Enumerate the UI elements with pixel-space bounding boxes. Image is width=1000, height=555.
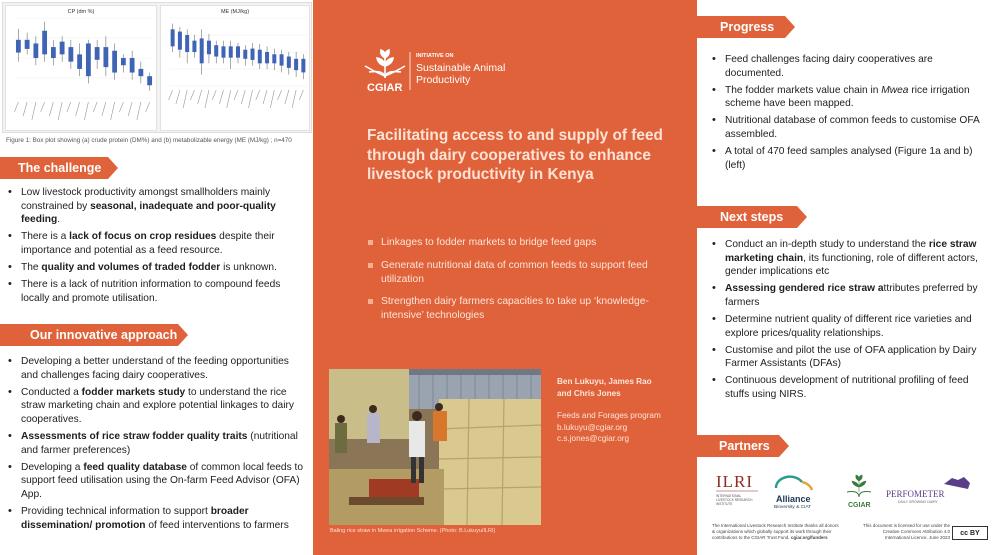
cp-box (147, 76, 152, 85)
cp-category-label (76, 102, 80, 116)
author-email-2[interactable]: c.s.jones@cgiar.org (557, 434, 630, 443)
cp-box (86, 43, 91, 76)
me-box (185, 35, 189, 52)
next-steps-header: Next steps (697, 206, 797, 228)
svg-text:Bioversity & CIAT: Bioversity & CIAT (774, 505, 812, 510)
me-box (251, 49, 255, 60)
cc-by-badge: cc BY (952, 526, 988, 540)
me-category-label (285, 90, 289, 104)
cp-box (16, 40, 21, 53)
cp-box (112, 51, 117, 73)
cp-box (103, 47, 108, 67)
figure-caption: Figure 1: Box plot showing (a) crude protein (DM%) and (b) metabolizable energy (ME (MJ/kg) ; n=470 (6, 137, 292, 144)
progress-item: • The fodder markets value chain in Mwea rice irrigation scheme have been mapped. (709, 84, 994, 111)
me-box (272, 54, 276, 63)
cp-category-label (23, 102, 27, 116)
me-box (236, 46, 240, 57)
approach-item: • Providing technical information to support broader dissemination/ promotion of feed interventions to farmers (5, 505, 305, 532)
left-column (0, 0, 313, 555)
cgiar-partner-wordmark: CGIAR (848, 502, 871, 509)
me-category-label (212, 90, 216, 100)
me-box (171, 29, 175, 46)
me-category-label (190, 90, 194, 100)
cp-box (95, 47, 100, 60)
ilri-logo (716, 472, 758, 506)
me-box (280, 54, 284, 65)
svg-text:INTERNATIONAL: INTERNATIONAL (716, 494, 742, 498)
challenge-item: • The quality and volumes of traded fodder is unknown. (5, 261, 305, 275)
challenge-item: • There is a lack of focus on crop residues despite their importance and potential as a feed resource. (5, 230, 305, 257)
cp-category-label (49, 102, 53, 116)
figure-box-plots (2, 2, 312, 133)
me-box (301, 59, 305, 73)
me-box (214, 45, 218, 56)
author-names-line1: Ben Lukuyu, James Rao (557, 377, 652, 386)
cp-box (42, 31, 47, 55)
me-box (221, 46, 225, 57)
objective-item: Linkages to fodder markets to bridge feed gaps (367, 236, 667, 250)
cp-category-label (93, 102, 97, 112)
author-program: Feeds and Forages program (557, 411, 661, 420)
initiative-name-line1: Sustainable Animal (416, 62, 506, 74)
progress-item: • Feed challenges facing dairy cooperatives are documented. (709, 53, 994, 80)
svg-text:INSTITUTE: INSTITUTE (716, 502, 733, 506)
challenge-header: The challenge (0, 157, 108, 179)
me-category-label (249, 90, 253, 108)
me-category-label (219, 90, 223, 104)
funders-link[interactable]: cgiar.org/funders (790, 535, 828, 540)
me-box (207, 41, 211, 55)
cp-category-label (102, 102, 106, 116)
me-box (294, 59, 298, 70)
rice-straw-baling-image (329, 369, 541, 525)
approach-item: • Developing a feed quality database of common local feeds to support feed utilisation using the On-farm Feed Advisor (OFA) App. (5, 461, 305, 502)
initiative-name-line2: Productivity (416, 74, 471, 86)
approach-header: Our innovative approach (0, 324, 178, 346)
me-category-label (256, 90, 260, 100)
cp-box (138, 69, 143, 76)
perfometer-logo (886, 477, 970, 504)
progress-item: • Nutritional database of common feeds to customise OFA assembled. (709, 114, 994, 141)
license-note: This document is licensed for use under the Creative Commons Attribution 4.0 International Licence. June 2023 (862, 523, 950, 540)
perfometer-wordmark: PERFOMETER (886, 489, 945, 499)
me-category-label (292, 90, 296, 108)
objective-item: Generate nutritional data of common feeds to support feed utilization (367, 259, 667, 287)
me-category-label (169, 90, 173, 100)
me-category-label (263, 90, 267, 104)
chart-cp-title: CP (dm %) (67, 9, 95, 15)
me-category-label (241, 90, 245, 104)
cgiar-partner-logo (847, 475, 871, 509)
me-category-label (227, 90, 231, 108)
alliance-logo (774, 477, 812, 510)
next-step-item: • Continuous development of nutritional profiling of feed stuffs using NIRS. (709, 374, 994, 401)
me-box (287, 57, 291, 68)
next-steps-list (709, 238, 994, 405)
cp-category-label (137, 102, 141, 120)
me-category-label (299, 90, 303, 100)
author-names-line2: and Chris Jones (557, 388, 621, 398)
wheat-emblem-icon (365, 50, 405, 78)
approach-item: • Conducted a fodder markets study to understand the rice straw marketing chain and explore potential linkages to dairy cooperatives. (5, 386, 305, 427)
alliance-wordmark: Alliance (776, 494, 811, 504)
chart-cp-plot (6, 6, 158, 132)
chart-me-plot (161, 6, 311, 132)
cp-category-label (146, 102, 150, 112)
next-step-item: • Assessing gendered rice straw attributes preferred by farmers (709, 282, 994, 309)
cgiar-wordmark: CGIAR (367, 82, 403, 94)
cp-category-label (41, 102, 45, 112)
svg-text:LIVESTOCK RESEARCH: LIVESTOCK RESEARCH (716, 498, 753, 502)
cp-category-label (58, 102, 62, 120)
field-photo (329, 369, 541, 525)
me-category-label (278, 90, 282, 100)
cp-box (60, 42, 65, 55)
challenge-list (5, 186, 305, 309)
cp-category-label (111, 102, 115, 120)
me-category-label (183, 90, 187, 108)
me-category-label (205, 90, 209, 108)
progress-header: Progress (697, 16, 785, 38)
me-category-label (270, 90, 274, 108)
chart-me-title: ME (MJ/kg) (220, 9, 250, 15)
approach-item: • Developing a better understand of the feeding opportunities and challenges facing dairy cooperatives. (5, 355, 305, 382)
initiative-on-label: INITIATIVE ON (416, 53, 454, 59)
me-box (265, 52, 269, 63)
cp-category-label (67, 102, 71, 112)
cp-category-label (32, 102, 36, 120)
cp-box (33, 43, 38, 58)
next-step-item: • Customise and pilot the use of OFA application by Dairy Farmer Assistants (DFAs) (709, 344, 994, 371)
cp-box (68, 47, 73, 62)
me-box (178, 32, 182, 50)
cp-box (121, 58, 126, 65)
progress-item: • A total of 470 feed samples analysed (Figure 1a and b) (left) (709, 145, 994, 172)
challenge-item: • Low livestock productivity amongst smallholders mainly constrained by seasonal, inadequate and poor-quality feeding. (5, 186, 305, 227)
cp-category-label (14, 102, 18, 112)
me-category-label (176, 90, 180, 104)
authors-block (557, 376, 687, 445)
me-category-label (234, 90, 238, 100)
partners-header: Partners (697, 435, 779, 457)
approach-list (5, 355, 305, 536)
cp-box (130, 58, 135, 73)
me-box (229, 46, 233, 57)
me-box (200, 38, 204, 63)
partner-logos (712, 470, 997, 516)
cp-category-label (119, 102, 123, 112)
objectives-list (367, 236, 667, 332)
me-category-label (198, 90, 202, 104)
objective-item: Strengthen dairy farmers capacities to take up ‘knowledge-intensive’ technologies (367, 295, 667, 323)
chart-me (160, 5, 310, 131)
challenge-item: • There is a lack of nutrition information to compound feeds locally and promote utilisation. (5, 278, 305, 305)
me-box (192, 41, 196, 52)
poster-title: Facilitating access to and supply of feed through dairy cooperatives to enhance livestock productivity in Kenya (367, 127, 663, 184)
next-step-item: • Determine nutrient quality of different rice varieties and explore prices/quality relationships. (709, 313, 994, 340)
me-box (243, 50, 247, 59)
donor-thanks: The International Livestock Research Institute thanks all donors & organizations which globally support its work through their contributions to the CGIAR Trust Fund. cgiar.org/funders (712, 523, 839, 540)
photo-caption: Baling rice straw in Mwea irrigation Scheme. (Photo: B.Lukuyu/ILRI) (330, 528, 496, 534)
cgiar-initiative-logo (363, 46, 523, 96)
ilri-wordmark: ILRI (716, 472, 754, 491)
cp-category-label (128, 102, 132, 116)
svg-text:DAILY GROWING DAIRY: DAILY GROWING DAIRY (898, 500, 938, 504)
approach-item: • Assessments of rice straw fodder quality traits (nutritional and farmer preferences) (5, 430, 305, 457)
cp-box (77, 54, 82, 69)
next-step-item: • Conduct an in-depth study to understand the rice straw marketing chain, its functioning, role of different actors, gender implications etc (709, 238, 994, 279)
cp-category-label (84, 102, 88, 120)
progress-list (709, 53, 994, 176)
cp-box (51, 47, 56, 58)
chart-cp (5, 5, 157, 131)
me-box (258, 50, 262, 64)
author-email-1[interactable]: b.lukuyu@cgiar.org (557, 422, 628, 432)
cp-box (25, 40, 30, 49)
